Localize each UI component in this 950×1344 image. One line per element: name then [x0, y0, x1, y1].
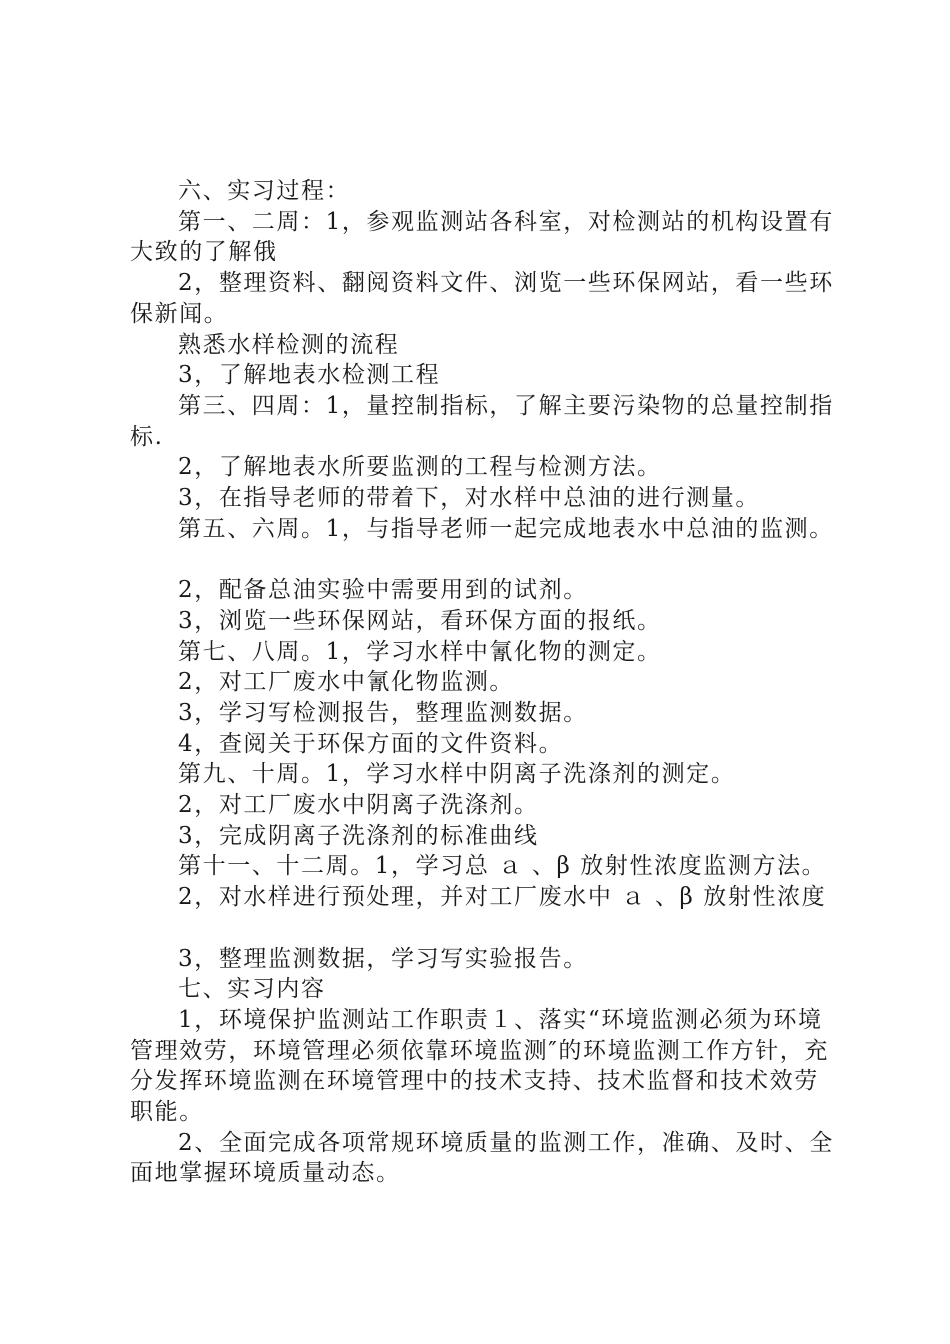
paragraph: 2，对工厂废水中阴离子洗涤剂。	[178, 792, 539, 819]
section-heading-process: 六、实习过程：	[178, 178, 351, 204]
blank-line	[130, 913, 835, 944]
paragraph: 第十一、十二周。1，学习总 ａ 、β 放射性浓度监测方法。	[178, 853, 827, 880]
paragraph: 2，对水样进行预处理，并对工厂废水中 ａ 、β 放射性浓度	[178, 884, 827, 911]
paragraph: 第五、六周。1，与指导老师一起完成地表水中总油的监测。	[178, 515, 834, 542]
paragraph: 2，配备总油实验中需要用到的试剂。	[178, 577, 588, 604]
paragraph: 3，学习写检测报告，整理监测数据。	[178, 699, 588, 726]
paragraph: 4，查阅关于环保方面的文件资料。	[178, 730, 564, 757]
paragraph: 1，环境保护监测站工作职责１、落实“环境监测必须为环境管理效劳，环境管理必须依靠环境监测″的环境监测工作方针，充分发挥环境监测在环境管理中的技术支持、技术监督和技术效劳职能。	[130, 1006, 829, 1126]
paragraph: 第一、二周：1，参观监测站各科室，对检测站的机构设置有大致的了解俄	[130, 208, 834, 266]
paragraph: 2，了解地表水所要监测的工程与检测方法。	[178, 454, 662, 481]
paragraph: 2，对工厂废水中氰化物监测。	[178, 669, 515, 696]
document-body	[130, 176, 835, 1189]
section-heading-content: 七、实习内容	[178, 976, 326, 1003]
paragraph: 2、全面完成各项常规环境质量的监测工作，准确、及时、全面地掌握环境质量动态。	[130, 1129, 834, 1187]
paragraph: 2，整理资料、翻阅资料文件、浏览一些环保网站，看一些环保新闻。	[130, 270, 834, 327]
paragraph: 3，整理监测数据，学习写实验报告。	[178, 945, 588, 972]
paragraph: 3，完成阴离子洗涤剂的标准曲线	[178, 822, 539, 849]
paragraph: 熟悉水样检测的流程	[178, 331, 400, 358]
paragraph: 第三、四周：1，量控制指标，了解主要污染物的总量控制指标.	[130, 392, 834, 450]
paragraph: 3，了解地表水检测工程	[178, 362, 441, 389]
paragraph: 3，在指导老师的带着下，对水样中总油的进行测量。	[178, 485, 761, 512]
blank-line	[130, 544, 835, 575]
paragraph: 3，浏览一些环保网站，看环保方面的报纸。	[178, 607, 662, 634]
paragraph: 第九、十周。1，学习水样中阴离子洗涤剂的测定。	[178, 761, 736, 788]
paragraph: 第七、八周。1，学习水样中氰化物的测定。	[178, 638, 662, 665]
